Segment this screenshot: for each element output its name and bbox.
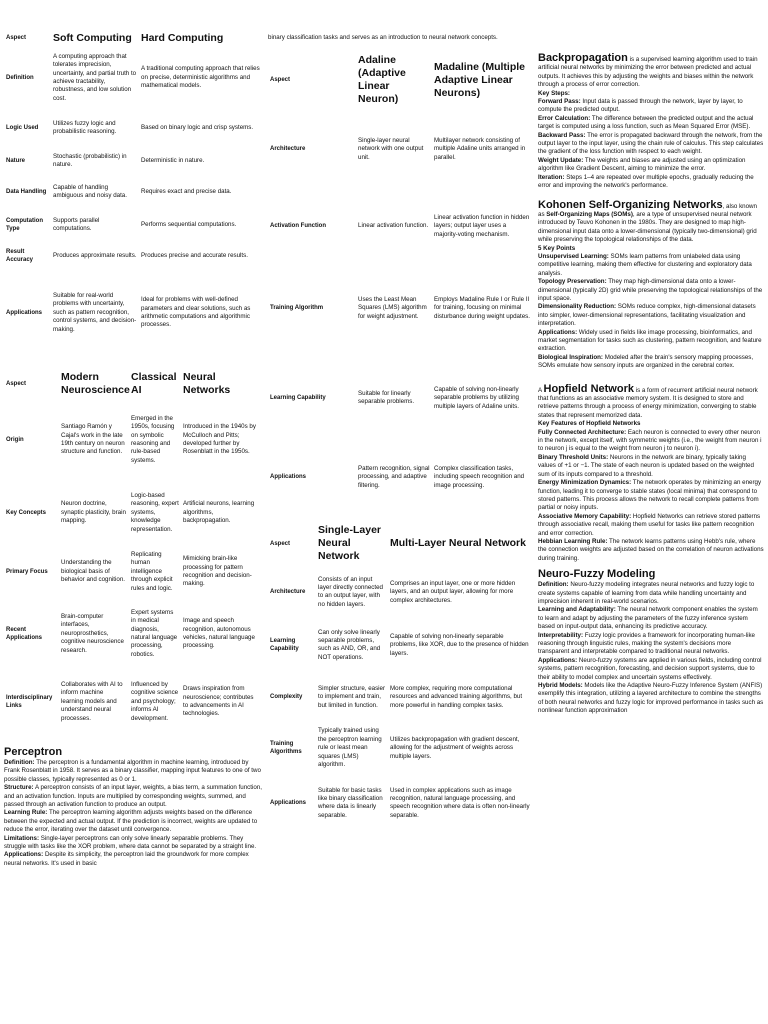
table-row-header: Applications [6,309,43,316]
table-header-row [268,522,532,565]
table-cell: Deterministic in nature. [141,156,205,164]
table-row-header: Complexity [270,694,303,701]
soft-vs-hard-table [4,30,262,355]
table-cell: Supports parallel computations. [53,216,100,232]
hopfield-features-heading: Key Features of Hopfield Networks [538,420,641,428]
neurofuzzy-title: Neuro-Fuzzy Modeling [538,568,656,581]
table-row [4,147,262,175]
kohonen-points [538,253,764,371]
neurofuzzy-item: Definition: Neuro-fuzzy modeling integrates neural networks and fuzzy logic to create systems capable of learning from data while handling uncertainty and imprecision inherent in real-world scenarios. [538,581,755,605]
table-row-header: Learning Capability [270,638,299,653]
table-row [268,773,532,833]
backpropagation-steps [538,98,764,190]
table-row [268,190,532,262]
table-cell: Comprises an input layer, one or more hidden layers, and an output layer, allowing for more complex architectures. [390,579,516,604]
backpropagation-steps-heading: Key Steps: [538,89,570,97]
table-column-header: Madaline (Multiple Adaptive Linear Neurons) [434,60,526,99]
table-cell: Performs sequential computations. [141,220,237,228]
table-cell: Santiago Ramón y Cajal's work in the late 19th century on neuron structure and function. [61,423,125,456]
table-cell: Influenced by cognitive science and psychology; informs AI development. [131,680,179,722]
table-row [268,442,532,512]
kohonen-point: Unsupervised Learning: SOMs learn patterns from unlabeled data using competitive learning, making them effective for clustering and exploratory data analysis. [538,252,752,277]
kohonen-points-heading: 5 Key Points [538,244,576,252]
neuroscience-ai-table [4,369,262,735]
table-row [268,354,532,442]
backpropagation-step: Error Calculation: The difference between the predicted output and the actual target is computed using a loss function, such as Mean Squared Error (MSE). [538,114,754,131]
kohonen-point: Dimensionality Reduction: SOMs reduce complex, high-dimensional datasets into simpler, lower-dimensional representations, facilitating visualization and interpretation. [538,303,756,328]
table-cell: Capable of solving non-linearly separable problems by utilizing multiple layers of Adaline units. [434,385,519,410]
table-row-header: Applications [270,800,307,807]
single-multi-layer-table [268,522,532,833]
hopfield-feature: Energy Minimization Dynamics: The network operates by minimizing an energy function, leading it to converge to stable states (local minima) that correspond to stored patterns. This process allows the network to recall complete patterns from partial or noisy inputs. [538,479,762,512]
table-row-header: Training Algorithms [270,741,302,756]
kohonen-section: Kohonen Self-Organizing Networks, also known as Self-Organizing Maps (SOMs), are a type of unsupervised neural network introduced by Teuvo Kohonen in the 1980s. They are designed to map high-dimensional input data onto a lower-dimensional (typically two-dimensional) grid while preserving the topological relationships of the data. 5 Key Points Unsupervised Learning: SOMs learn patterns from unlabeled data using competitive learning, making them effective for clustering and exploratory data analysis. Topology Preservation: They map high-dimensional data onto a lower-dimensional (typically 2D) grid while preserving the topological relationships of the input space. Dimensionality Reduction: SOMs reduce complex, high-dimensional datasets into simpler, lower-dimensional representations, facilitating visualization and interpretation. Applications: Widely used in fields like image processing, bioinformatics, and market segmentation for tasks such as clustering, pattern recognition, and feature extraction. Biological Inspiration: Modeled after the brain's sensory mapping processes, SOMs emulate how sensory inputs are organized in the cerebral cortex. [538,198,763,370]
table-cell: Can only solve linearly separable problems, such as AND, OR, and NOT operations. [318,628,381,661]
neurofuzzy-item: Hybrid Models: Models like the Adaptive Neuro-Fuzzy Inference System (ANFIS) exemplify this integration, utilizing a layered architecture to combine the strengths of both neural networks and fuzzy logic for improved performance in tasks such as nonlinear function approximation [538,682,764,715]
table-cell: Utilizes backpropagation with gradient descent, allowing for the adjustment of weights across multiple layers. [390,735,520,760]
table-cell: Collaborates with AI to inform machine learning models and understand neural processes. [61,680,123,722]
table-column-header: Single-Layer Neural Network [318,524,382,563]
table-row [4,545,262,599]
table-cell: Multilayer network consisting of multiple Adaline units arranged in parallel. [434,136,526,161]
table-row-header: Logic Used [6,124,39,131]
table-corner-label: Aspect [6,35,27,42]
table-column-header: Modern Neuroscience [61,371,130,396]
table-row [4,599,262,669]
hopfield-feature: Hebbian Learning Rule: The network learns patterns using Hebb's rule, where the connection weights are adjusted based on the correlation of neuron activations during training. [538,537,764,562]
table-row-header: Definition [6,74,34,81]
table-cell: Produces precise and accurate results. [141,251,248,259]
perceptron-section [4,745,262,868]
table-row-header: Key Concepts [6,509,47,516]
table-row [268,723,532,773]
table-cell: Linear activation function in hidden layers; output layer uses a majority-voting mechanism. [434,213,530,238]
table-column-header: Adaline (Adaptive Linear Neuron) [358,54,406,106]
table-cell: Consists of an input layer directly connected to an output layer, with no hidden layers. [318,575,384,608]
table-row [4,241,262,271]
table-cell: Brain-computer interfaces, neuroprosthetics, cognitive neuroscience research. [61,612,124,654]
table-row-header: Architecture [270,589,306,596]
neurofuzzy-section [538,567,764,716]
table-cell: Expert systems in medical diagnosis, natural language processing, robotics. [131,608,178,658]
table-row [268,619,532,671]
perceptron-title: Perceptron [4,746,63,758]
perceptron-continued [268,34,532,42]
neurofuzzy-item: Interpretability: Fuzzy logic provides a framework for incorporating human-like reasoning through linguistic rules, making the system's decisions more transparent and interpretable compared to traditional neural networks. [538,631,755,656]
table-cell: Capable of solving non-linearly separable problems, like XOR, due to the presence of hidden layers. [390,632,529,657]
table-cell: Suitable for real-world problems with uncertainty, such as pattern recognition, control systems, and decision-making. [53,291,137,333]
table-cell: Uses the Least Mean Squares (LMS) algorithm for weight adjustment. [358,295,427,320]
table-cell: Image and speech recognition, autonomous vehicles, natural language processing. [183,617,255,650]
hopfield-feature: Fully Connected Architecture: Each neuron is connected to every other neuron in the network, except itself, with symmetric weights (i.e., the weight from neuron i to neuron j is equal to the weight from neuron j to neuron i). [538,428,762,453]
table-row [4,175,262,209]
table-column-header: Hard Computing [141,32,224,44]
table-cell: Draws inspiration from neuroscience; contributes to advancements in AI technologies. [183,685,254,718]
table-cell: More complex, requiring more computational resources and advanced training algorithms, but more powerful in handling complex tasks. [390,684,523,709]
table-cell: Stochastic (probabilistic) in nature. [53,152,127,168]
table-row-header: Activation Function [270,223,326,230]
table-cell: Requires exact and precise data. [141,187,232,195]
table-cell: A computing approach that tolerates imprecision, uncertainty, and partial truth to achieve tractability, robustness, and low solution cost. [53,52,137,102]
table-column-header: Soft Computing [53,32,132,44]
table-row-header: Result Accuracy [6,248,34,263]
table-cell: Emerged in the 1950s, focusing on symbolic reasoning and rule-based systems. [131,414,175,464]
hopfield-section: A Hopfield Network is a form of recurrent artificial neural network that functions as an associative memory system. It is designed to store and retrieve patterns through a process of energy minimization, converging to stable states that represent memorized data. Key Features of Hopfield Networks Fully Connected Architecture: Each neuron is connected to every other neuron in the network, except itself, with symmetric weights (i.e., the weight from neuron i to neuron j is equal to the weight from neuron j to neuron i). Binary Threshold Units: Neurons in the network are binary, typically taking values of +1 or −1. The state of each neuron is updated based on the weighted sum of its inputs compared to a threshold. Energy Minimization Dynamics: The network operates by minimizing an energy function, leading it to converge to stable states (local minima) that correspond to stored patterns. This process allows the network to recall complete patterns from partial or noisy inputs. Associative Memory Capability: Hopfield Networks can retrieve stored patterns through associative recall, making them useful for tasks like pattern recognition and error correction. Hebbian Learning Rule: The network learns patterns using Hebb's rule, where the connection weights are adjusted based on the correlation of neuron activations during training. [538,382,764,562]
table-header-row [4,30,262,47]
table-row-header: Architecture [270,146,306,153]
hopfield-intro: is a form of recurrent artificial neural network that functions as an associative memory system. It is designed to store and retrieve patterns through a process of energy minimization, converging to stable states that represent memorized data. [538,386,758,419]
table-row-header: Primary Focus [6,568,48,575]
table-column-header: Classical AI [131,371,177,396]
table-header-row [268,52,532,108]
table-cell: Complex classification tasks, including speech recognition and image processing. [434,464,525,489]
hopfield-feature: Associative Memory Capability: Hopfield Networks can retrieve stored patterns through associative recall, making them useful for tasks like pattern recognition and error correction. [538,512,761,537]
table-row-header: Applications [270,474,307,481]
table-row-header: Recent Applications [6,626,43,641]
table-header-row [4,369,262,399]
table-cell: Typically trained using the perceptron learning rule or least mean squares (LMS) algorithm. [318,727,382,769]
table-cell: Used in complex applications such as image recognition, natural language processing, and speech recognition where data is often non-linearly separable. [390,786,530,819]
perceptron-applications-continued: binary classification tasks and serves as an introduction to neural network concepts. [268,34,498,41]
table-cell: Replicating human intelligence through explicit rules and logic. [131,550,173,592]
table-cell: Linear activation function. [358,222,429,230]
table-column-header: Neural Networks [183,371,231,396]
kohonen-point: Biological Inspiration: Modeled after the brain's sensory mapping processes, SOMs emulate how sensory inputs are organized in the cerebral cortex. [538,353,754,370]
table-row [268,108,532,190]
table-row-header: Computation Type [6,217,43,232]
table-cell: Single-layer neural network with one output unit. [358,136,424,161]
table-cell: Suitable for basic tasks like binary classification where data is linearly separable. [318,786,383,819]
column-right [538,0,764,716]
table-corner-label: Aspect [270,540,291,547]
kohonen-title: Kohonen Self-Organizing Networks [538,198,723,211]
table-cell: Employs Madaline Rule I or Rule II for training, focusing on minimal disturbance during weight updates. [434,295,530,320]
hopfield-title: Hopfield Network [543,382,634,395]
table-corner-label: Aspect [270,77,291,84]
column-left [4,0,262,868]
table-cell: A traditional computing approach that relies on precise, deterministic algorithms and mathematical models. [141,65,260,90]
table-corner-label: Aspect [6,380,27,387]
backpropagation-section [538,54,764,191]
backpropagation-step: Iteration: Steps 1–4 are repeated over multiple epochs, gradually reducing the error and improving the network's performance. [538,173,754,190]
table-row [268,671,532,723]
table-cell: Ideal for problems with well-defined parameters and clear solutions, such as arithmetic computations and algorithmic processes. [141,296,251,329]
table-row-header: Origin [6,436,24,443]
table-cell: Introduced in the 1940s by McCulloch and Pitts; developed further by Rosenblatt in the 1950s. [183,423,256,456]
table-row-header: Nature [6,157,26,164]
hopfield-feature: Binary Threshold Units: Neurons in the network are binary, typically taking values of +1 or −1. The state of each neuron is updated based on the weighted sum of its inputs compared to a threshold. [538,453,754,478]
table-row [4,271,262,355]
hopfield-features [538,429,764,564]
table-row-header: Training Algorithm [270,305,324,312]
table-row-header: Data Handling [6,188,47,195]
perceptron-learning-rule: Learning Rule: The perceptron learning algorithm adjusts weights based on the difference between the expected and actual output. If the prediction is incorrect, weights are updated to reduce the error, iterating over the dataset until convergence. [4,809,258,834]
adaline-madaline-table [268,52,532,512]
backpropagation-step: Weight Update: The weights and biases are adjusted using an optimization algorithm like Gradient Descent, aiming to minimize the error. [538,156,746,173]
backpropagation-title: Backpropagation [538,52,628,64]
table-cell: Capable of handling ambiguous and noisy data. [53,183,127,199]
table-cell: Logic-based reasoning, expert systems, knowledge representation. [131,491,179,533]
perceptron-structure: Structure: A perceptron consists of an input layer, weights, a bias term, a summation function, and an activation function. Inputs are multiplied by corresponding weights, summed, and passed through an activation function to produce an output. [4,784,262,809]
table-cell: Utilizes fuzzy logic and probabilistic reasoning. [53,119,117,135]
column-middle [268,0,532,833]
table-row [268,565,532,619]
table-row [4,47,262,109]
table-column-header: Multi-Layer Neural Network [390,537,526,550]
kohonen-point: Topology Preservation: They map high-dimensional data onto a lower-dimensional (typically 2D) grid while preserving the topological relationships of the input space. [538,278,763,302]
table-cell: Understanding the biological basis of behavior and cognition. [61,559,125,584]
table-row-header: Learning Capability [270,395,326,402]
neurofuzzy-items [538,581,764,716]
table-cell: Suitable for linearly separable problems. [358,390,415,406]
perceptron-limitations: Limitations: Single-layer perceptrons can only solve linearly separable problems. They struggle with tasks like the XOR problem, where data cannot be separated by a straight line. [4,834,257,851]
perceptron-definition: Definition: The perceptron is a fundamental algorithm in machine learning, introduced by Frank Rosenblatt in 1958. It serves as a binary classifier, mapping input features to one of two possible classes, typically represented as 0 or 1. [4,759,261,783]
table-cell: Pattern recognition, signal processing, and adaptive filtering. [358,464,430,489]
neurofuzzy-item: Learning and Adaptability: The neural network component enables the system to learn and adapt by adjusting the parameters of the fuzzy inference system based on input-output data, enhancing its predictive accuracy. [538,606,758,631]
backpropagation-step: Forward Pass: Input data is passed through the network, layer by layer, to compute the predicted output. [538,98,743,114]
backpropagation-step: Backward Pass: The error is propagated backward through the network, from the output layer to the input layer, using the chain rule of calculus. This step calculates the gradient of the loss function with respect to each weight. [538,131,764,156]
table-cell: Produces approximate results. [53,251,137,259]
perceptron-applications: Applications: Despite its simplicity, the perceptron laid the groundwork for more complex neural networks. It's used in basic [4,851,249,867]
kohonen-point: Applications: Widely used in fields like image processing, bioinformatics, and market segmentation for tasks such as clustering, pattern recognition, and feature extraction. [538,328,762,353]
table-row [4,481,262,545]
backpropagation-intro: is a supervised learning algorithm used to train artificial neural networks by minimizing the error between predicted and actual outputs. It achieves this by adjusting the weights and biases within the network through a process of error correction. [538,56,758,89]
table-cell: Mimicking brain-like processing for pattern recognition and decision-making. [183,555,252,588]
table-row [4,669,262,735]
neurofuzzy-item: Applications: Neuro-fuzzy systems are applied in various fields, including control systems, pattern recognition, forecasting, and decision support systems, due to their ability to model complex and uncertain systems effectively. [538,656,762,681]
table-row [268,262,532,354]
table-cell: Artificial neurons, learning algorithms, backpropagation. [183,500,255,525]
table-row [4,209,262,241]
table-row-header: Interdisciplinary Links [6,694,53,709]
table-row [4,109,262,147]
table-row [4,399,262,481]
table-cell: Based on binary logic and crisp systems. [141,123,254,131]
table-cell: Neuron doctrine, synaptic plasticity, brain mapping. [61,500,126,525]
table-cell: Simpler structure, easier to implement and train, but limited in function. [318,684,386,709]
